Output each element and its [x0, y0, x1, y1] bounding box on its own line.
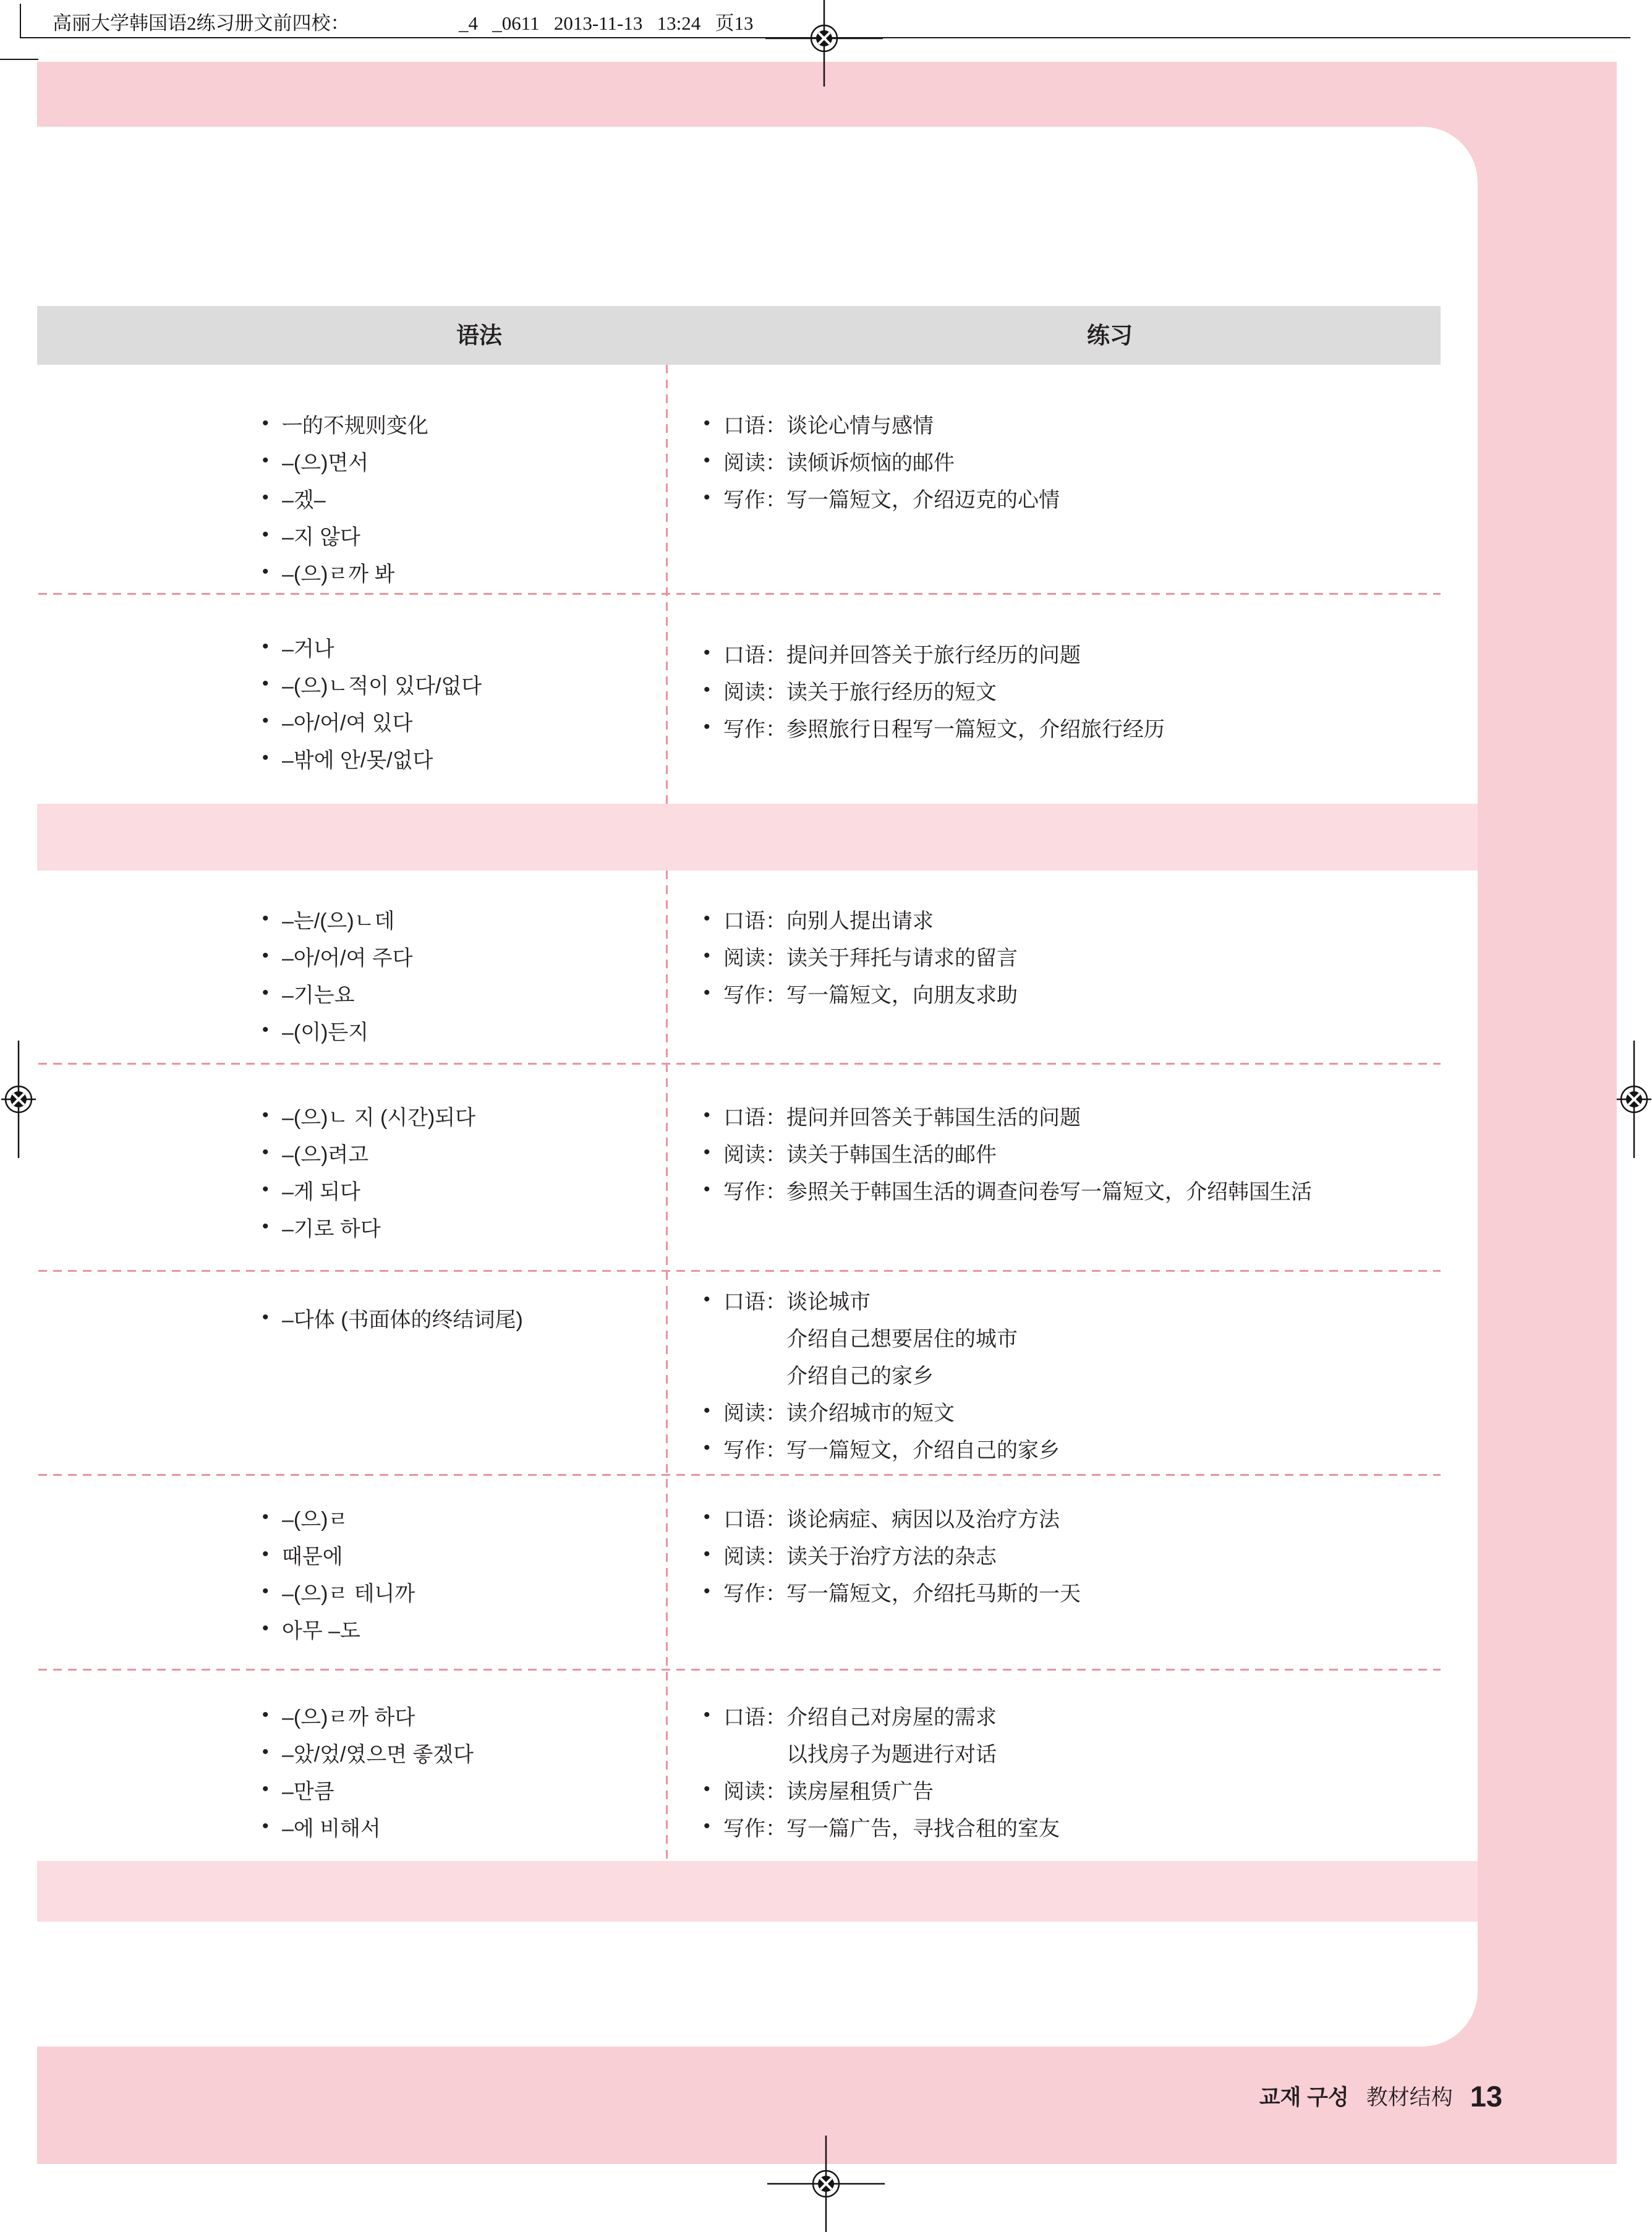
exercise-item — [704, 709, 1478, 746]
grammar-item — [262, 516, 666, 553]
grammar-text: –(으)ㄴ 지 (시간)되다 — [282, 1105, 475, 1130]
exercise-text: 阅读：读介绍城市的短文 — [723, 1401, 955, 1425]
exercise-text: 口语：提问并回答关于旅行经历的问题 — [723, 643, 1081, 667]
bullet-icon: • — [704, 450, 710, 471]
exercise-text: 口语：谈论城市 — [723, 1290, 871, 1314]
grammar-text: –(이)든지 — [282, 1020, 369, 1044]
bullet-icon: • — [704, 413, 710, 433]
grammar-text: –(으)ㄹ — [282, 1507, 349, 1531]
grammar-text: –(으)면서 — [282, 451, 369, 475]
grammar-item — [262, 1299, 666, 1336]
bullet-icon: • — [704, 1400, 710, 1421]
exercises-cell — [668, 594, 1478, 804]
column-header-grammar: 语法 — [456, 323, 502, 348]
exercise-item — [704, 937, 1478, 974]
registration-mark-right — [1597, 1041, 1652, 1158]
grammar-text: –(으)ㄹ까 하다 — [282, 1705, 415, 1729]
column-header-exercises: 练习 — [1087, 323, 1133, 348]
bullet-icon: • — [262, 1105, 269, 1125]
bullet-icon: • — [704, 1438, 710, 1458]
bullet-icon: • — [262, 710, 269, 731]
exercise-text: 阅读：读关于拜托与请求的留言 — [723, 946, 1018, 970]
table-row — [37, 1669, 1478, 1861]
bullet-icon: • — [704, 679, 710, 700]
grammar-text: –았/었/였으면 좋겠다 — [282, 1742, 474, 1766]
exercise-item — [704, 671, 1478, 709]
table-header — [37, 306, 1441, 365]
exercise-text: 阅读：读倾诉烦恼的邮件 — [723, 451, 955, 475]
grammar-item — [262, 553, 666, 590]
grammar-item — [262, 974, 666, 1012]
grammar-item — [262, 442, 666, 479]
bullet-icon: • — [262, 748, 269, 768]
grammar-text: –게 되다 — [282, 1180, 360, 1204]
table-row — [37, 871, 1478, 1063]
grammar-text: –(으)ㄹ까 봐 — [282, 562, 395, 586]
grammar-item — [262, 1012, 666, 1049]
exercise-text: 介绍自己想要居住的城市 — [786, 1327, 1018, 1351]
exercise-item — [704, 1134, 1478, 1171]
grammar-text: –만큼 — [282, 1779, 334, 1804]
exercises-cell — [668, 871, 1478, 1063]
grammar-text: –에 비해서 — [282, 1817, 381, 1841]
exercise-item — [704, 1573, 1478, 1610]
bullet-icon: • — [262, 1142, 269, 1162]
grammar-item — [262, 937, 666, 974]
exercise-text: 写作：写一篇短文，介绍迈克的心情 — [723, 488, 1060, 512]
grammar-item — [262, 1499, 666, 1536]
exercise-item — [704, 442, 1478, 479]
bullet-icon: • — [704, 1105, 710, 1125]
bullet-icon: • — [262, 413, 269, 433]
registration-mark-left — [0, 1041, 56, 1158]
exercises-cell — [668, 1063, 1478, 1270]
exercise-item-continuation — [704, 1734, 1478, 1771]
bullet-icon: • — [262, 945, 269, 966]
proof-title: 高丽大学韩国语2练习册文前四校： — [53, 12, 350, 34]
exercise-item — [704, 1281, 1478, 1318]
bullet-icon: • — [262, 1507, 269, 1527]
bullet-icon: • — [704, 982, 710, 1003]
bullet-icon: • — [262, 450, 269, 471]
bullet-icon: • — [262, 524, 269, 545]
exercise-item — [704, 1697, 1478, 1734]
exercise-item — [704, 479, 1478, 516]
exercise-text: 阅读：读关于治疗方法的杂志 — [723, 1544, 997, 1569]
grammar-text: 아무 –도 — [282, 1619, 360, 1643]
grammar-cell — [37, 1270, 666, 1474]
bullet-icon: • — [704, 642, 710, 663]
grammar-item — [262, 665, 666, 702]
grammar-text: –(으)ㄴ적이 있다/없다 — [282, 674, 482, 698]
grammar-text: –밖에 안/못/없다 — [282, 748, 433, 772]
bullet-icon: • — [262, 908, 269, 929]
grammar-item — [262, 1171, 666, 1208]
exercise-text: 阅读：读房屋租赁广告 — [723, 1779, 934, 1804]
bullet-icon: • — [262, 673, 269, 694]
bullet-icon: • — [262, 1618, 269, 1638]
bullet-icon: • — [262, 1742, 269, 1762]
grammar-item — [262, 739, 666, 777]
exercise-item — [704, 1429, 1478, 1467]
table-row — [37, 365, 1478, 594]
exercise-item — [704, 974, 1478, 1012]
bullet-icon: • — [704, 908, 710, 929]
exercise-item — [704, 1392, 1478, 1429]
grammar-text: ㅡ的不规则变化 — [282, 414, 428, 438]
bullet-icon: • — [704, 1507, 710, 1527]
exercises-cell — [668, 365, 1478, 594]
grammar-item — [262, 405, 666, 442]
bullet-icon: • — [704, 487, 710, 508]
grammar-item — [262, 1573, 666, 1610]
grammar-item — [262, 1771, 666, 1808]
bullet-icon: • — [262, 1179, 269, 1199]
exercise-text: 口语：提问并回答关于韩国生活的问题 — [723, 1105, 1081, 1130]
bullet-icon: • — [262, 487, 269, 508]
exercise-item — [704, 1536, 1478, 1573]
exercise-text: 口语：向别人提出请求 — [723, 909, 934, 933]
bullet-icon: • — [262, 982, 269, 1003]
grammar-cell — [37, 1669, 666, 1861]
exercises-cell — [668, 1270, 1478, 1474]
bullet-icon: • — [704, 1179, 710, 1199]
grammar-text: –거나 — [282, 637, 334, 661]
grammar-cell — [37, 871, 666, 1063]
grammar-item — [262, 702, 666, 739]
table-row — [37, 1270, 1478, 1474]
bullet-icon: • — [704, 1142, 710, 1162]
exercise-item — [704, 1808, 1478, 1845]
exercise-text: 写作：参照旅行日程写一篇短文，介绍旅行经历 — [723, 717, 1165, 741]
exercises-cell — [668, 1669, 1478, 1861]
exercise-text: 写作：写一篇广告，寻找合租的室友 — [723, 1817, 1060, 1841]
exercise-item — [704, 634, 1478, 671]
bullet-icon: • — [704, 945, 710, 966]
grammar-cell — [37, 1474, 666, 1669]
grammar-text: –아/어/여 있다 — [282, 711, 413, 735]
bottom-separator-band — [37, 1861, 1478, 1922]
proof-meta: _4 _0611 2013-11-13 13:24 页13 — [459, 12, 754, 34]
grammar-cell — [37, 365, 666, 594]
bullet-icon: • — [262, 1705, 269, 1725]
page-footer — [742, 2074, 1502, 2118]
exercise-text: 以找房子为题进行对话 — [786, 1742, 997, 1766]
grammar-text: –는/(으)ㄴ데 — [282, 909, 395, 933]
grammar-text: –(으)ㄹ 테니까 — [282, 1582, 415, 1606]
bullet-icon: • — [704, 1544, 710, 1564]
bullet-icon: • — [262, 1216, 269, 1237]
grammar-text: 때문에 — [282, 1544, 343, 1569]
crop-mark-top-left-horizontal — [0, 59, 38, 60]
grammar-item — [262, 1734, 666, 1771]
bullet-icon: • — [262, 1020, 269, 1040]
exercise-item — [704, 1499, 1478, 1536]
bullet-icon: • — [704, 1289, 710, 1310]
exercise-item — [704, 405, 1478, 442]
exercise-item-continuation — [704, 1318, 1478, 1355]
bullet-icon: • — [704, 1581, 710, 1601]
exercise-text: 写作：参照关于韩国生活的调查问卷写一篇短文，介绍韩国生活 — [723, 1180, 1312, 1204]
page-number: 13 — [1470, 2079, 1502, 2113]
bullet-icon: • — [704, 1705, 710, 1725]
bullet-icon: • — [262, 561, 269, 582]
footer-korean-label: 교재 구성 — [1259, 2085, 1349, 2110]
grammar-text: –지 않다 — [282, 525, 360, 549]
registration-mark-bottom — [767, 2136, 885, 2232]
table-row — [37, 1474, 1478, 1669]
grammar-text: –기로 하다 — [282, 1217, 381, 1241]
exercise-item — [704, 1771, 1478, 1808]
grammar-item — [262, 479, 666, 516]
bullet-icon: • — [262, 1816, 269, 1836]
grammar-item — [262, 1134, 666, 1171]
exercise-text: 写作：写一篇短文，介绍托马斯的一天 — [723, 1582, 1081, 1606]
exercise-text: 口语：介绍自己对房屋的需求 — [723, 1705, 997, 1729]
grammar-item — [262, 1808, 666, 1845]
grammar-text: –기는요 — [282, 983, 355, 1007]
exercise-text: 写作：写一篇短文，向朋友求助 — [723, 983, 1018, 1007]
grammar-item — [262, 900, 666, 937]
exercise-text: 口语：谈论心情与感情 — [723, 414, 934, 438]
grammar-item — [262, 1610, 666, 1647]
grammar-cell — [37, 594, 666, 804]
exercise-text: 阅读：读关于韩国生活的邮件 — [723, 1143, 997, 1167]
exercise-text: 阅读：读关于旅行经历的短文 — [723, 680, 997, 704]
bullet-icon: • — [262, 636, 269, 657]
bullet-icon: • — [704, 1779, 710, 1799]
bullet-icon: • — [262, 1581, 269, 1601]
unit-separator-band — [37, 804, 1478, 871]
bullet-icon: • — [262, 1544, 269, 1564]
grammar-item — [262, 1097, 666, 1134]
bullet-icon: • — [704, 1816, 710, 1836]
table-row — [37, 1063, 1478, 1270]
exercise-item — [704, 900, 1478, 937]
exercise-text: 介绍自己的家乡 — [786, 1364, 934, 1388]
exercises-cell — [668, 1474, 1478, 1669]
grammar-item — [262, 1208, 666, 1245]
grammar-item — [262, 1536, 666, 1573]
exercise-text: 写作：写一篇短文，介绍自己的家乡 — [723, 1438, 1060, 1462]
grammar-text: –다体 (书面体的终结词尾) — [282, 1308, 523, 1332]
grammar-text: –(으)려고 — [282, 1143, 369, 1167]
registration-mark-top — [765, 0, 883, 87]
bullet-icon: • — [704, 717, 710, 737]
exercise-item-continuation — [704, 1355, 1478, 1392]
bullet-icon: • — [262, 1307, 269, 1327]
table-row — [37, 594, 1478, 804]
exercise-text: 口语：谈论病症、病因以及治疗方法 — [723, 1507, 1060, 1531]
grammar-item — [262, 628, 666, 665]
exercise-item — [704, 1097, 1478, 1134]
crop-mark-top-left-vertical — [20, 4, 21, 38]
exercise-item — [704, 1171, 1478, 1208]
bullet-icon: • — [262, 1779, 269, 1799]
grammar-text: –아/어/여 주다 — [282, 946, 413, 970]
grammar-item — [262, 1697, 666, 1734]
grammar-cell — [37, 1063, 666, 1270]
grammar-text: –겠– — [282, 488, 326, 512]
footer-chinese-label: 教材结构 — [1366, 2085, 1453, 2110]
